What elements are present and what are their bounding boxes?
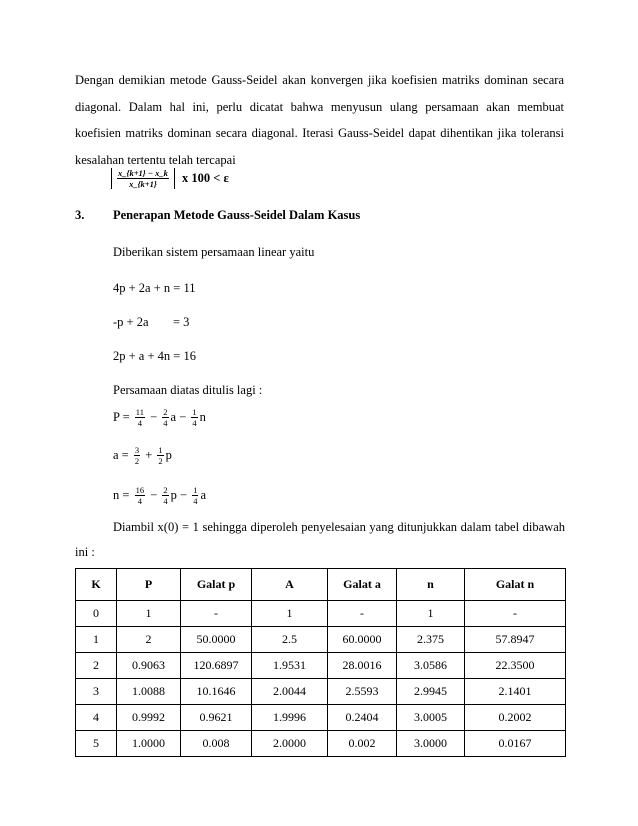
table-cell: 2.9945 bbox=[397, 679, 465, 705]
table-cell: 0.0167 bbox=[465, 731, 566, 757]
table-cell: 0.9063 bbox=[117, 653, 181, 679]
conclusion-line-2: ini : bbox=[75, 545, 95, 559]
intro-paragraph bbox=[75, 67, 564, 173]
table-cell: 0.2404 bbox=[328, 705, 397, 731]
variable: a bbox=[200, 488, 206, 503]
table-cell: 2.0044 bbox=[252, 679, 328, 705]
table-cell: 10.1646 bbox=[181, 679, 252, 705]
table-cell: 2 bbox=[117, 627, 181, 653]
tolerance-numerator: x_{k+1} − x_k bbox=[118, 168, 168, 178]
intro-line-4: kesalahan tertentu telah tercapai bbox=[75, 152, 236, 167]
fraction-num: 3 bbox=[134, 444, 140, 455]
section-number: 3. bbox=[75, 208, 85, 222]
fraction-den: 2 bbox=[158, 455, 163, 466]
header-n: n bbox=[397, 569, 465, 601]
variable: a bbox=[170, 410, 177, 425]
intro-line-1: Dengan demikian metode Gauss-Seidel akan konvergen jika koefisien matriks dominan secara bbox=[75, 73, 564, 87]
equation-1: 4p + 2a + n = 11 bbox=[113, 281, 196, 295]
fraction-num: 2 bbox=[163, 406, 168, 417]
table-cell: 3 bbox=[76, 679, 117, 705]
table-cell: 3.0586 bbox=[397, 653, 465, 679]
rewritten-a bbox=[113, 443, 172, 465]
fraction-den: 4 bbox=[163, 495, 168, 506]
table-cell: 0.002 bbox=[328, 731, 397, 757]
variable: p bbox=[165, 448, 172, 463]
header-p: P bbox=[117, 569, 181, 601]
fraction-den: 4 bbox=[137, 417, 143, 428]
table-cell: - bbox=[181, 601, 252, 627]
table-row bbox=[76, 679, 566, 705]
table-cell: 1.9531 bbox=[252, 653, 328, 679]
table-cell: 0.2002 bbox=[465, 705, 566, 731]
rewritten-n-lhs: n = bbox=[113, 488, 130, 503]
variable: n bbox=[199, 410, 206, 425]
conclusion-line-1: Diambil x(0) = 1 sehingga diperoleh penyelesaian yang ditunjukkan dalam tabel dibawah bbox=[113, 520, 565, 534]
table-cell: 22.3500 bbox=[465, 653, 566, 679]
table-cell: 5 bbox=[76, 731, 117, 757]
table-cell: 4 bbox=[76, 705, 117, 731]
table-cell: 1 bbox=[252, 601, 328, 627]
table-cell: 1.0000 bbox=[117, 731, 181, 757]
table-row bbox=[76, 731, 566, 757]
rewritten-a-lhs: a = bbox=[113, 448, 129, 463]
table-cell: 3.0005 bbox=[397, 705, 465, 731]
fraction-num: 11 bbox=[135, 406, 144, 417]
tolerance-denominator: x_{k+1} bbox=[129, 179, 157, 189]
table-cell: 50.0000 bbox=[181, 627, 252, 653]
table-cell: 60.0000 bbox=[328, 627, 397, 653]
intro-line-3: koefisien matriks dominan secara diagonal. Iterasi Gauss-Seidel dapat dihentikan jika toleransi bbox=[75, 126, 564, 140]
header-k: K bbox=[76, 569, 117, 601]
variable: p bbox=[170, 488, 177, 503]
table-cell: 1.0088 bbox=[117, 679, 181, 705]
table-cell: 2.1401 bbox=[465, 679, 566, 705]
fraction-den: 2 bbox=[134, 455, 140, 466]
equation-3: 2p + a + 4n = 16 bbox=[113, 349, 196, 363]
table-cell: 1 bbox=[117, 601, 181, 627]
tolerance-tail: x 100 < ε bbox=[182, 171, 229, 185]
rewritten-p bbox=[113, 405, 206, 427]
fraction-num: 2 bbox=[163, 484, 168, 495]
table-row bbox=[76, 653, 566, 679]
section-title: Penerapan Metode Gauss-Seidel Dalam Kasus bbox=[113, 208, 361, 222]
tolerance-formula bbox=[111, 168, 229, 196]
fraction-den: 4 bbox=[163, 417, 168, 428]
fraction-den: 4 bbox=[192, 417, 197, 428]
table-row bbox=[76, 601, 566, 627]
table-cell: 28.0016 bbox=[328, 653, 397, 679]
table-cell: 0.9992 bbox=[117, 705, 181, 731]
table-cell: 2.0000 bbox=[252, 731, 328, 757]
header-a: A bbox=[252, 569, 328, 601]
rewritten-n bbox=[113, 483, 206, 505]
table-cell: 2.5 bbox=[252, 627, 328, 653]
table-cell: - bbox=[465, 601, 566, 627]
equation-2-rhs: = 3 bbox=[173, 315, 190, 329]
fraction-num: 1 bbox=[192, 406, 197, 417]
intro-line-2: diagonal. Dalam hal ini, perlu dicatat bahwa menyusun ulang persamaan akan membuat bbox=[75, 99, 564, 114]
table-row bbox=[76, 705, 566, 731]
absolute-value bbox=[111, 168, 175, 189]
table-cell: 1 bbox=[76, 627, 117, 653]
system-intro: Diberikan sistem persamaan linear yaitu bbox=[113, 245, 315, 259]
operator: − bbox=[179, 410, 187, 425]
fraction-den: 4 bbox=[137, 495, 142, 506]
header-galat-n: Galat n bbox=[465, 569, 566, 601]
table-cell: 3.0000 bbox=[397, 731, 465, 757]
table-cell: 0.9621 bbox=[181, 705, 252, 731]
header-galat-p: Galat p bbox=[181, 569, 252, 601]
fraction-num: 1 bbox=[158, 444, 163, 455]
table-cell: 120.6897 bbox=[181, 653, 252, 679]
equation-2-lhs: -p + 2a bbox=[113, 315, 149, 329]
table-cell: 57.8947 bbox=[465, 627, 566, 653]
table-cell: 0 bbox=[76, 601, 117, 627]
header-galat-a: Galat a bbox=[328, 569, 397, 601]
fraction-num: 1 bbox=[193, 484, 198, 495]
fraction-den: 4 bbox=[193, 495, 198, 506]
operator: − bbox=[180, 488, 188, 503]
table-row bbox=[76, 627, 566, 653]
table-cell: 1 bbox=[397, 601, 465, 627]
table-cell: - bbox=[328, 601, 397, 627]
rewrite-intro: Persamaan diatas ditulis lagi : bbox=[113, 383, 263, 397]
table-cell: 2 bbox=[76, 653, 117, 679]
table-cell: 2.375 bbox=[397, 627, 465, 653]
table-header-row bbox=[76, 569, 566, 601]
fraction-num: 16 bbox=[135, 484, 145, 495]
table-cell: 2.5593 bbox=[328, 679, 397, 705]
results-table bbox=[75, 568, 566, 757]
table-cell: 1.9996 bbox=[252, 705, 328, 731]
operator: − bbox=[150, 488, 158, 503]
table-cell: 0.008 bbox=[181, 731, 252, 757]
operator: + bbox=[145, 448, 153, 463]
operator: − bbox=[150, 410, 158, 425]
rewritten-p-lhs: P = bbox=[113, 410, 130, 425]
